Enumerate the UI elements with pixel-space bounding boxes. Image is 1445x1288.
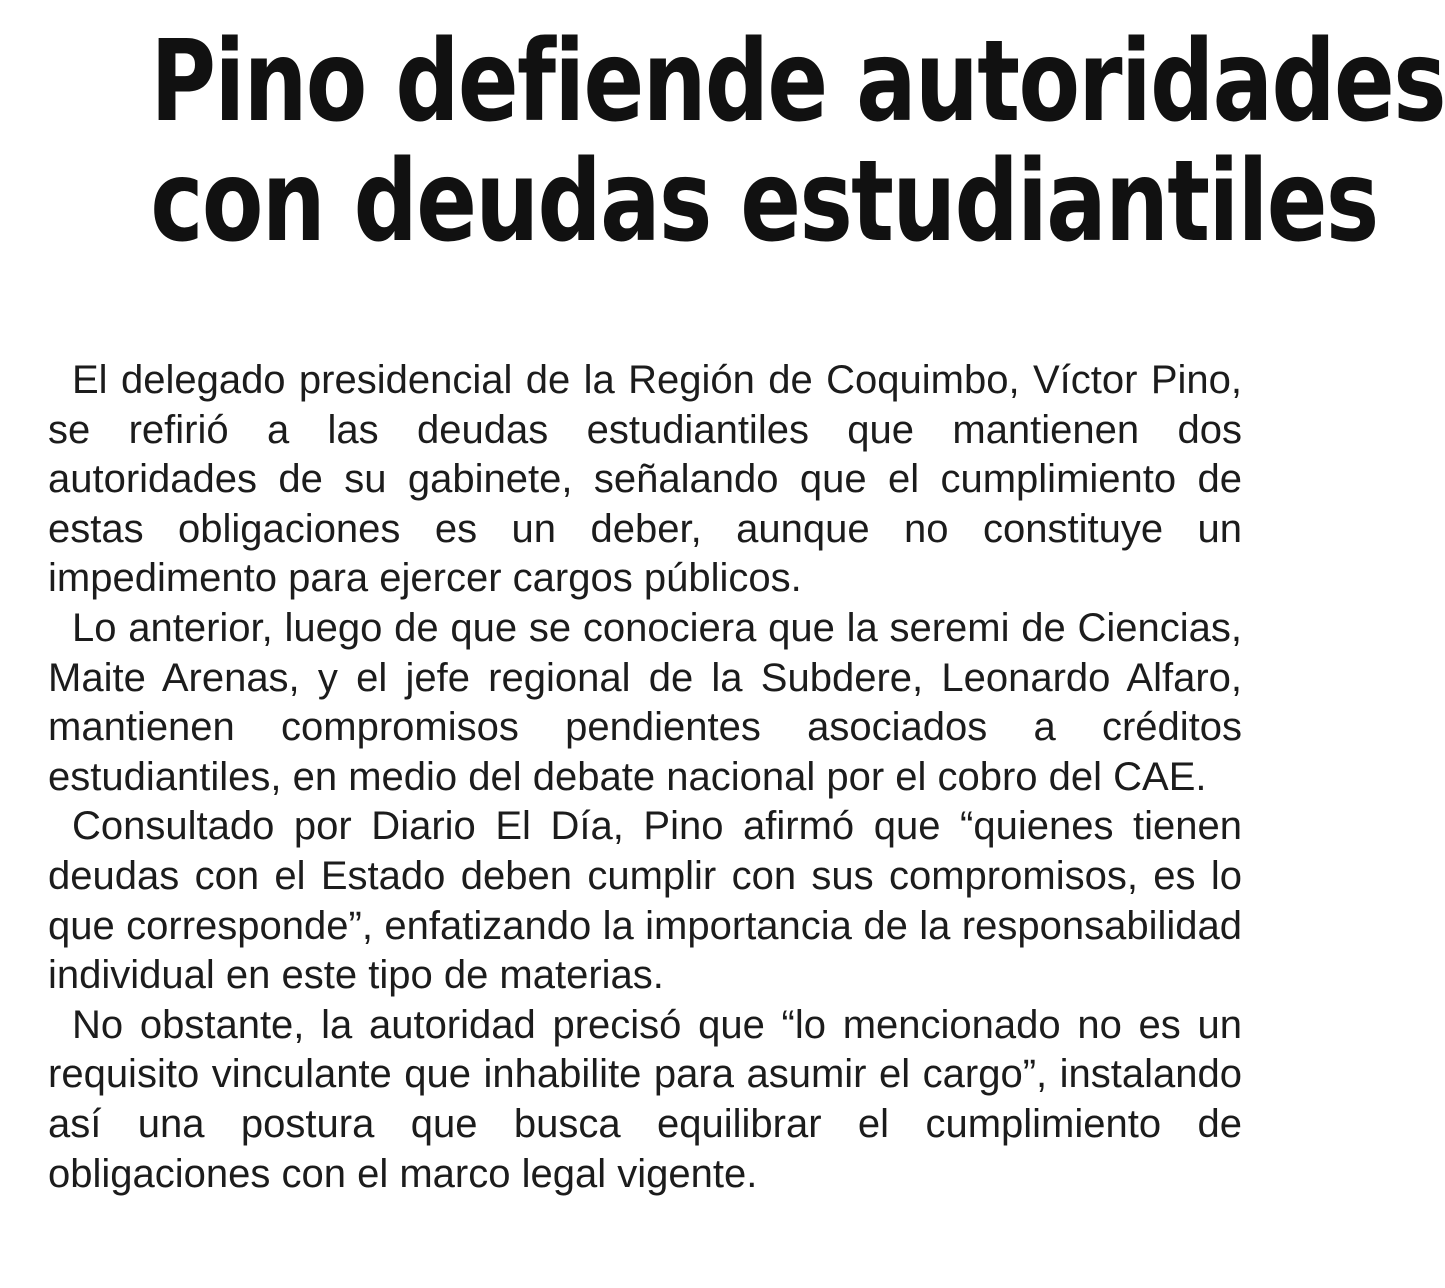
paragraph-3: Consultado por Diario El Día, Pino afirmó que “quienes tienen deudas con el Estado deben cumplir con sus compromisos, es lo que corresponde”, enfatizando la importancia de la responsabilidad individual en este tipo de materias. <box>48 804 1242 998</box>
paragraph-2: Lo anterior, luego de que se conociera que la seremi de Ciencias, Maite Arenas, y el jefe regional de la Subdere, Leonardo Alfaro, mantienen compromisos pendientes asociados a créditos estudiantiles, en medio del debate nacional por el cobro del CAE. <box>48 605 1242 799</box>
paragraph-1: El delegado presidencial de la Región de Coquimbo, Víctor Pino, se refirió a las deudas estudiantiles que mantienen dos autoridades de su gabinete, señalando que el cumplimiento de estas obligaciones es un deber, aunque no constituye un impedimento para ejercer cargos públicos. <box>48 358 1242 601</box>
headline-line-2: con deudas estudiantiles <box>150 137 1378 267</box>
headline <box>150 17 1445 267</box>
article-body <box>48 356 1242 1199</box>
paragraph-4: No obstante, la autoridad precisó que “lo mencionado no es un requisito vinculante que inhabilite para asumir el cargo”, instalando así una postura que busca equilibrar el cumplimiento de obligaciones con el marco legal vigente. <box>48 1002 1242 1196</box>
headline-line-1: Pino defiende autoridades <box>150 17 1445 147</box>
